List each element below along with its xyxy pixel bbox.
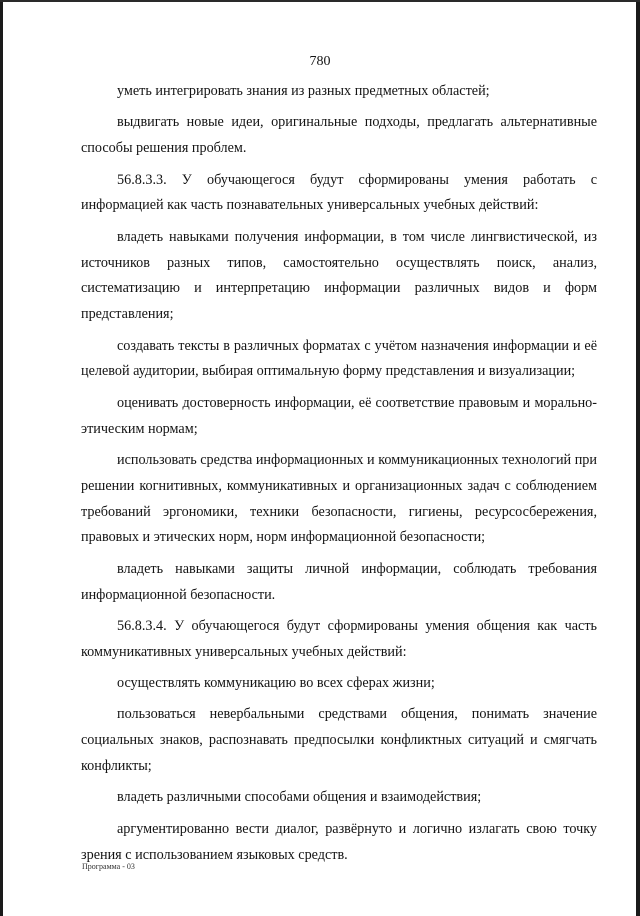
paragraph-evaluate-reliability: оценивать достоверность информации, её соответствие правовым и морально-этическим нормам; <box>81 394 597 437</box>
scan-edge-top <box>0 0 640 2</box>
paragraph-use-ict: использовать средства информационных и коммуникационных технологий при решении когнитивных, коммуникативных и организационных задач с соблюдением требований эргономики, техники безопасности, гигиены, ресурсосбережения, правовых и этических норм, норм информационной безопасности; <box>81 451 597 546</box>
footer-label: Программа - 03 <box>82 862 135 871</box>
paragraph-nonverbal-means: пользоваться невербальными средствами общения, понимать значение социальных знаков, распознавать предпосылки конфликтных ситуаций и смягчать конфликты; <box>81 706 597 775</box>
paragraph-information-skills: владеть навыками получения информации, в том числе лингвистической, из источников разных типов, самостоятельно осуществлять поиск, анализ, систематизацию и интерпретацию информации различных видов и форм представления; <box>81 228 597 323</box>
paragraph-create-texts: создавать тексты в различных форматах с учётом назначения информации и её целевой аудитории, выбирая оптимальную форму представления и визуализации; <box>81 337 597 380</box>
page-number: 780 <box>309 54 331 69</box>
paragraph-section-56-8-3-4: 56.8.3.4. У обучающегося будут сформированы умения общения как часть коммуникативных универсальных учебных действий: <box>81 617 597 660</box>
paragraph-new-ideas: выдвигать новые идеи, оригинальные подходы, предлагать альтернативные способы решения проблем. <box>81 114 597 157</box>
paragraph-reasoned-dialogue: аргументированно вести диалог, развёрнуто и логично излагать свою точку зрения с использованием языковых средств. <box>81 820 597 863</box>
scan-edge-left <box>0 0 3 916</box>
paragraph-integrate-knowledge: уметь интегрировать знания из разных предметных областей; <box>117 83 490 99</box>
scan-edge-right <box>636 0 640 916</box>
paragraph-communication-all-spheres: осуществлять коммуникацию во всех сферах жизни; <box>117 675 435 692</box>
document-body <box>81 79 597 874</box>
paragraph-ways-of-communication: владеть различными способами общения и взаимодействия; <box>117 789 482 806</box>
paragraph-section-56-8-3-3: 56.8.3.3. У обучающегося будут сформированы умения работать с информацией как часть познавательных универсальных учебных действий: <box>81 171 597 214</box>
paragraph-data-protection: владеть навыками защиты личной информации, соблюдать требования информационной безопасности. <box>81 560 597 603</box>
